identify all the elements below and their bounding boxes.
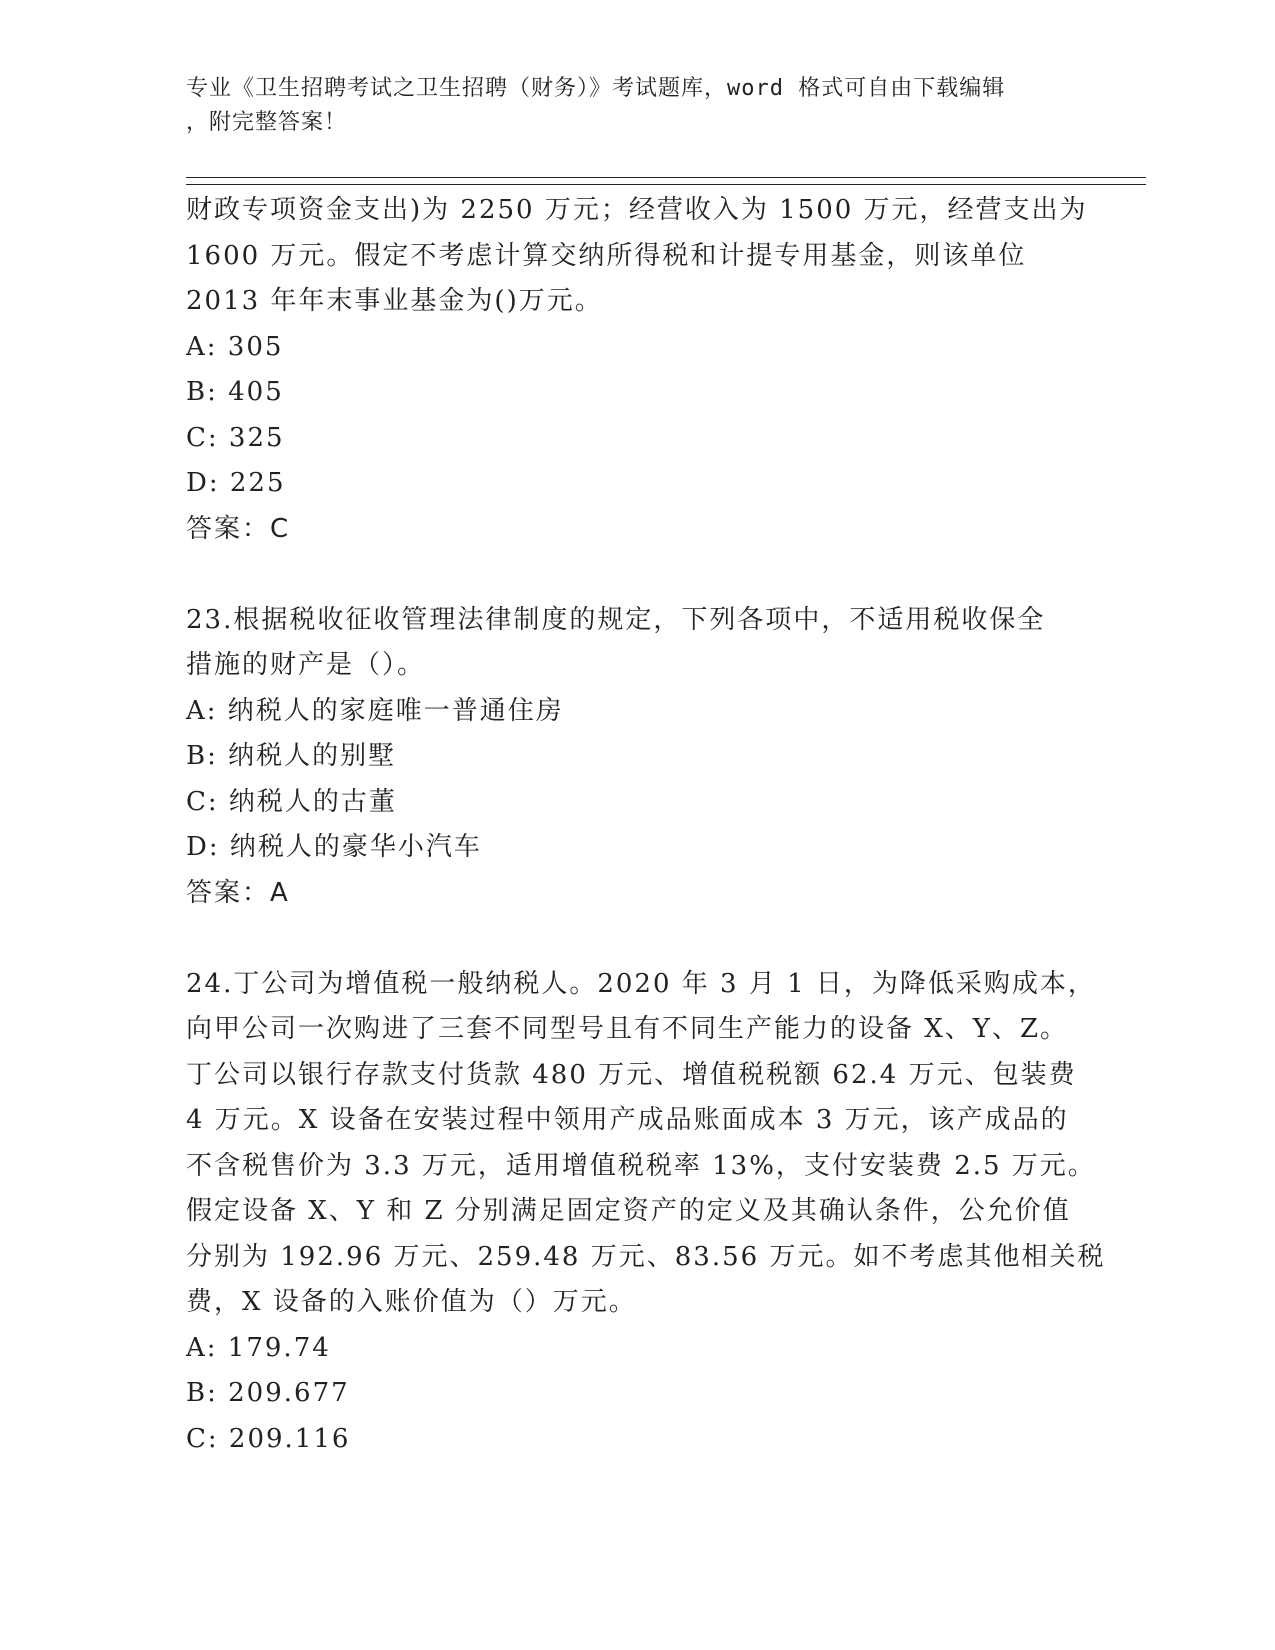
spacer xyxy=(186,916,1086,962)
question-text-line: 丁公司以银行存款支付货款 480 万元、增值税税额 62.4 万元、包装费 xyxy=(186,1059,1077,1090)
header-line-1: 专业《卫生招聘考试之卫生招聘（财务）》考试题库，word 格式可自由下载编辑 xyxy=(186,76,1006,101)
question-24 xyxy=(186,962,1106,1463)
question-22 xyxy=(186,188,1086,552)
question-text-line: 向甲公司一次购进了三套不同型号且有不同生产能力的设备 X、Y、Z。 xyxy=(186,1014,1069,1044)
question-23 xyxy=(186,598,1086,917)
option-a: A: 纳税人的家庭唯一普通住房 xyxy=(186,695,564,726)
header-rule-top xyxy=(186,177,1146,178)
header-line-2: ，附完整答案！ xyxy=(186,110,348,135)
option-c: C: 209.116 xyxy=(186,1423,351,1454)
question-text-line: 4 万元。X 设备在安装过程中领用产成品账面成本 3 万元，该产成品的 xyxy=(186,1105,1069,1135)
question-text-line: 假定设备 X、Y 和 Z 分别满足固定资产的定义及其确认条件，公允价值 xyxy=(186,1196,1071,1226)
answer-label: 答案：C xyxy=(186,513,291,544)
option-c: C: 纳税人的古董 xyxy=(186,786,397,817)
option-d: D: 纳税人的豪华小汽车 xyxy=(186,832,482,862)
option-a: A: 305 xyxy=(186,331,284,362)
option-b: B: 405 xyxy=(186,377,284,407)
option-b: B: 209.677 xyxy=(186,1378,350,1408)
question-text-line: 分别为 192.96 万元、259.48 万元、83.56 万元。如不考虑其他相关税 xyxy=(186,1241,1106,1272)
document-header xyxy=(186,72,1066,140)
answer-label: 答案：A xyxy=(186,877,290,908)
question-text-line: 财政专项资金支出)为 2250 万元；经营收入为 1500 万元，经营支出为 xyxy=(186,195,1088,225)
spacer xyxy=(186,552,1086,598)
option-a: A: 179.74 xyxy=(186,1332,331,1363)
question-text-line: 2013 年年末事业基金为()万元。 xyxy=(186,286,603,316)
question-text-line: 23.根据税收征收管理法律制度的规定，下列各项中，不适用税收保全 xyxy=(186,604,1046,635)
option-b: B: 纳税人的别墅 xyxy=(186,741,397,771)
question-text-line: 24.丁公司为增值税一般纳税人。2020 年 3 月 1 日，为降低采购成本， xyxy=(186,968,1096,999)
question-text-line: 1600 万元。假定不考虑计算交纳所得税和计提专用基金，则该单位 xyxy=(186,240,1027,271)
option-c: C: 325 xyxy=(186,422,285,453)
question-text-line: 不含税售价为 3.3 万元，适用增值税税率 13%，支付安装费 2.5 万元。 xyxy=(186,1150,1096,1181)
question-content xyxy=(186,188,1106,1462)
question-text-line: 措施的财产是（）。 xyxy=(186,650,426,680)
option-d: D: 225 xyxy=(186,468,286,498)
question-text-line: 费，X 设备的入账价值为（）万元。 xyxy=(186,1287,637,1317)
header-rule-bottom xyxy=(186,184,1146,185)
